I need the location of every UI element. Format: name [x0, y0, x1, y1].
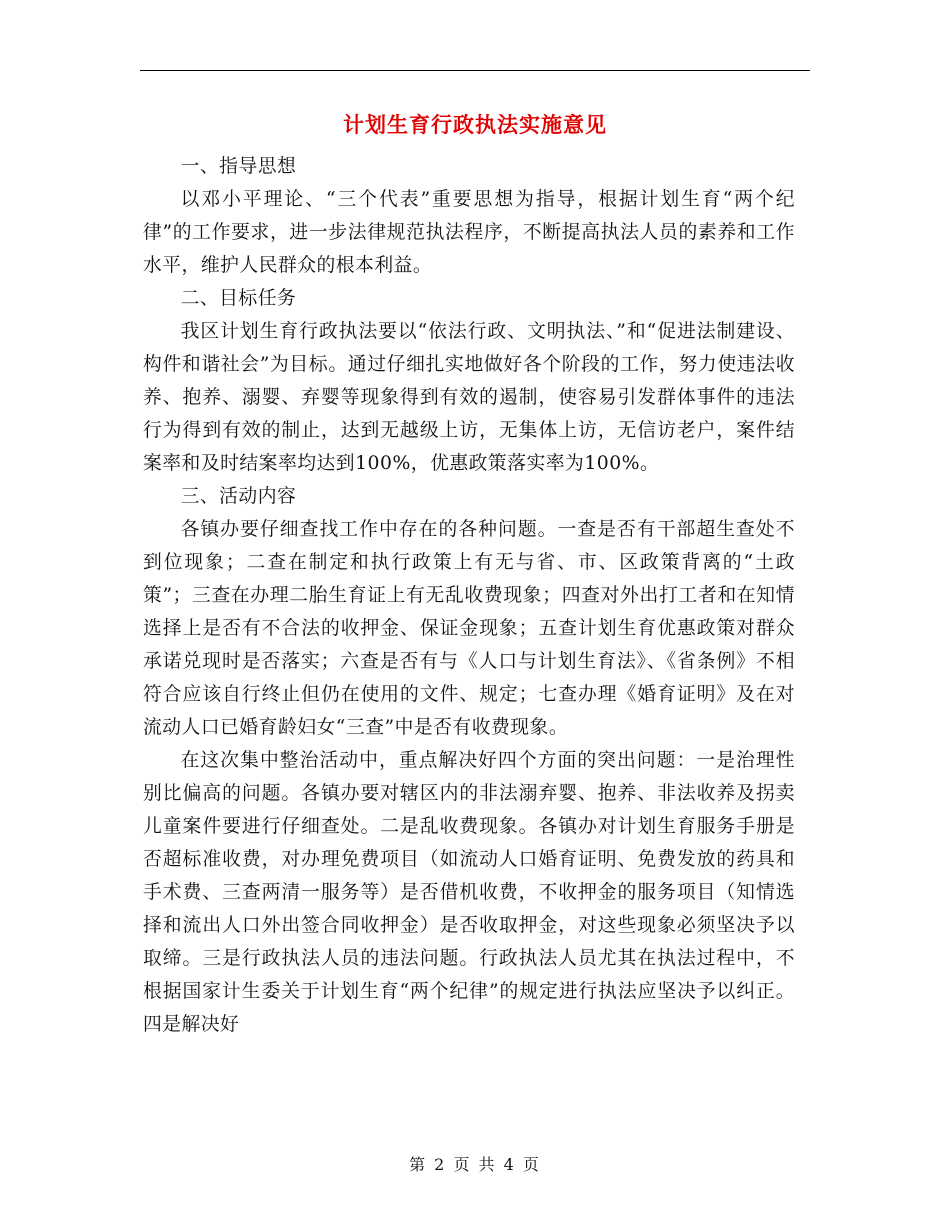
paragraph-activities-checks: 各镇办要仔细查找工作中存在的各种问题。一查是否有干部超生查处不到位现象；二查在制定和执行政策上有无与省、市、区政策背离的“土政策”；三查在办理二胎生育证上有无乱收费现象；四查对外出打工者和在知情选择上是否有不合法的收押金、保证金现象；五查计划生育优惠政策对群众承诺兑现时是否落实；六查是否有与《人口与计划生育法》、《省条例》不相符合应该自行终止但仍在使用的文件、规定；七查办理《婚育证明》及在对流动人口已婚育龄妇女“三查”中是否有收费现象。	[143, 519, 795, 738]
header-rule	[140, 70, 810, 71]
paragraph-objectives: 我区计划生育行政执法要以“依法行政、文明执法、”和“促进法制建设、构件和谐社会”为目标。通过仔细扎实地做好各个阶段的工作，努力使违法收养、抱养、溺婴、弃婴等现象得到有效的遏制，使容易引发群体事件的违法行为得到有效的制止，达到无越级上访，无集体上访，无信访老户，案件结案率和及时结案率均达到100%，优惠政策落实率为100%。	[143, 321, 795, 474]
section-heading-activities: 三、活动内容	[180, 486, 297, 507]
document-body	[143, 150, 795, 1041]
paragraph-activities-key-issues: 在这次集中整治活动中，重点解决好四个方面的突出问题：一是治理性别比偏高的问题。各镇办要对辖区内的非法溺弃婴、抱养、非法收养及拐卖儿童案件要进行仔细查处。二是乱收费现象。各镇办对计划生育服务手册是否超标准收费，对办理免费项目（如流动人口婚育证明、免费发放的药具和手术费、三查两清一服务等）是否借机收费，不收押金的服务项目（知情选择和流出人口外出签合同收押金）是否收取押金，对这些现象必须坚决予以取缔。三是行政执法人员的违法问题。行政执法人员尤其在执法过程中，不根据国家计生委关于计划生育“两个纪律”的规定进行执法应坚决予以纠正。四是解决好	[143, 750, 795, 1035]
document-title: 计划生育行政执法实施意见	[343, 112, 607, 137]
page-number: 第 2 页 共 4 页	[409, 1155, 541, 1174]
section-heading-guiding-thought: 一、指导思想	[180, 156, 297, 177]
paragraph-guiding-thought: 以邓小平理论、“三个代表”重要思想为指导，根据计划生育“两个纪律”的工作要求，进一步法律规范执法程序，不断提高执法人员的素养和工作水平，维护人民群众的根本利益。	[143, 189, 795, 276]
section-heading-objectives: 二、目标任务	[180, 288, 297, 309]
